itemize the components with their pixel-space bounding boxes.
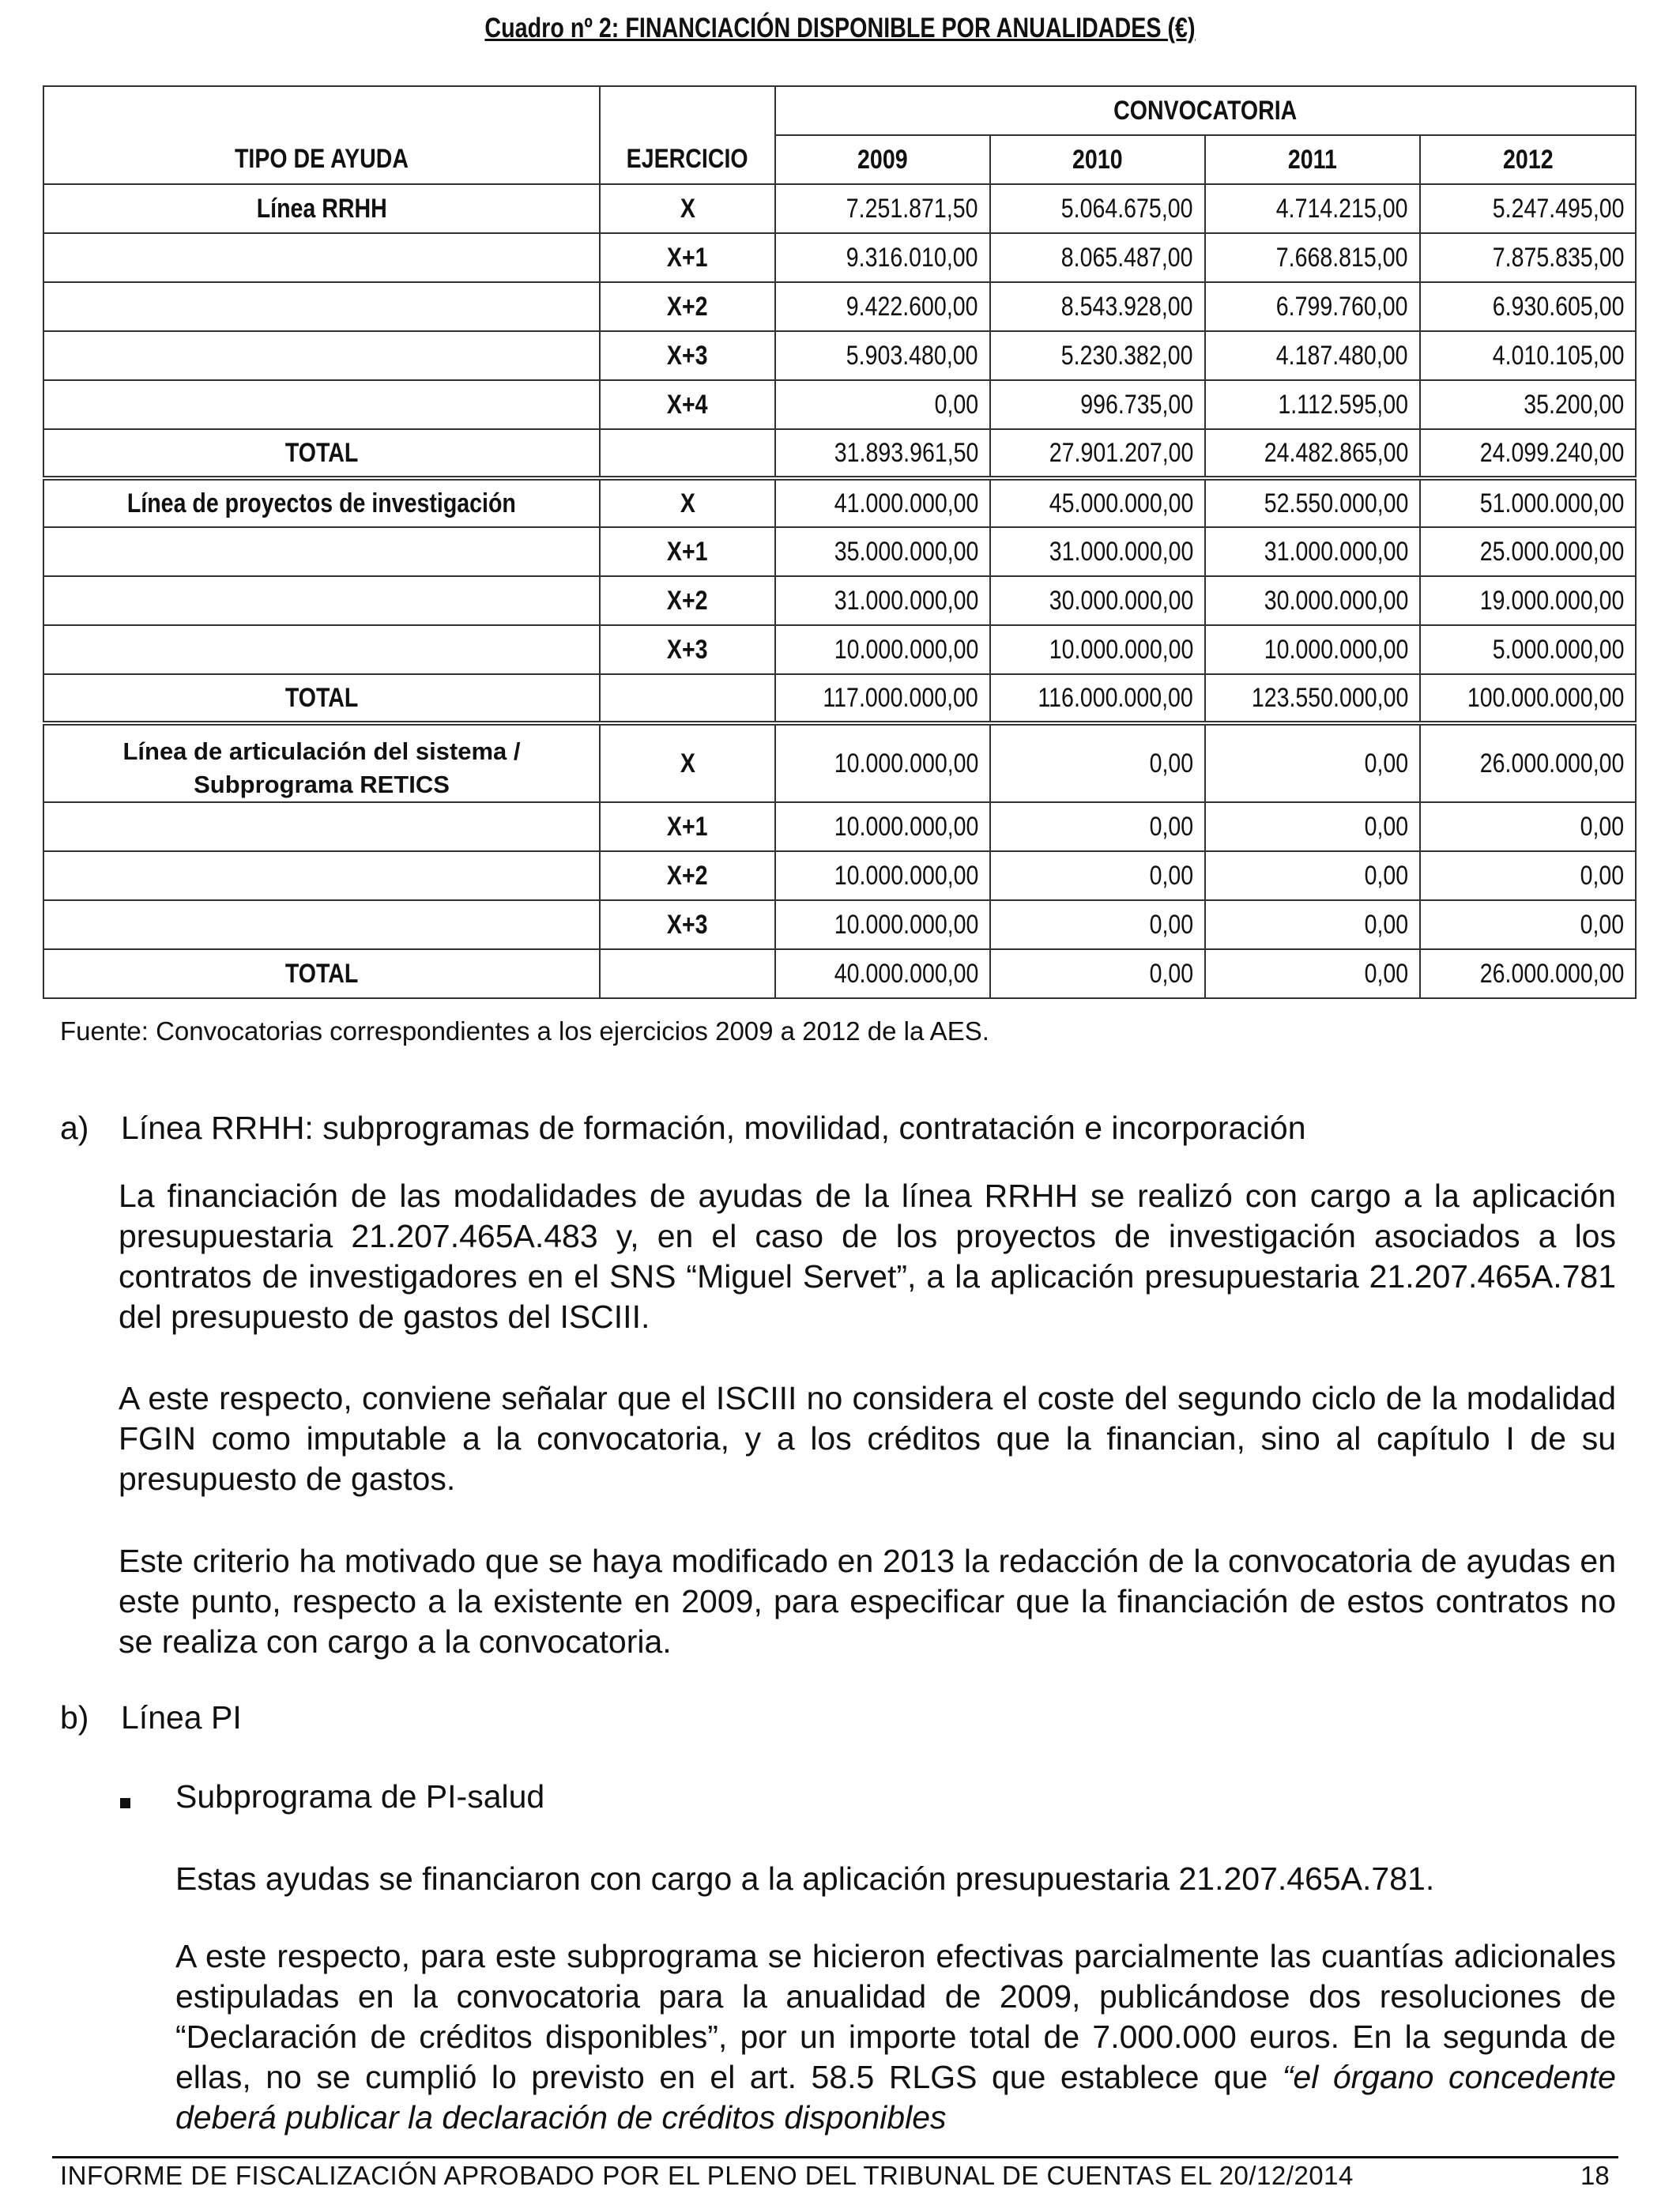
col-header-year: 2011 bbox=[1205, 135, 1420, 184]
cell-amount: 31.000.000,00 bbox=[1205, 527, 1420, 576]
section-b-paragraph-1: Estas ayudas se financiaron con cargo a la aplicación presupuestaria 21.207.465A.781. bbox=[175, 1860, 1435, 1897]
cell-ejercicio: X bbox=[600, 184, 775, 233]
cell-amount: 24.482.865,00 bbox=[1205, 429, 1420, 478]
cell-amount: 0,00 bbox=[1205, 949, 1420, 998]
cell-amount: 5.000.000,00 bbox=[1420, 625, 1636, 674]
cell-amount: 10.000.000,00 bbox=[1205, 625, 1420, 674]
table-row bbox=[43, 527, 1636, 576]
quoted-regulation: “el órgano concedente deberá publicar la declaración de créditos disponibles bbox=[175, 2059, 1616, 2136]
col-header-year: 2010 bbox=[990, 135, 1205, 184]
cell-amount: 10.000.000,00 bbox=[775, 802, 990, 851]
table-row bbox=[43, 723, 1636, 802]
cell-amount: 31.000.000,00 bbox=[990, 527, 1205, 576]
table-group-header-row bbox=[43, 86, 1636, 135]
cell-amount: 35.000.000,00 bbox=[775, 527, 990, 576]
cell-amount: 5.064.675,00 bbox=[990, 184, 1205, 233]
cell-ejercicio: X+4 bbox=[600, 380, 775, 429]
cell-amount: 26.000.000,00 bbox=[1420, 723, 1636, 802]
section-a-marker: a) bbox=[60, 1110, 89, 1146]
cell-tipo bbox=[43, 380, 600, 429]
cell-amount: 1.112.595,00 bbox=[1205, 380, 1420, 429]
table-row bbox=[43, 576, 1636, 625]
table-row bbox=[43, 380, 1636, 429]
col-header-year: 2012 bbox=[1420, 135, 1636, 184]
cell-amount: 35.200,00 bbox=[1420, 380, 1636, 429]
cell-tipo bbox=[43, 900, 600, 949]
cell-ejercicio: X+1 bbox=[600, 527, 775, 576]
cell-amount: 9.422.600,00 bbox=[775, 282, 990, 331]
cell-ejercicio: X+3 bbox=[600, 625, 775, 674]
cell-ejercicio bbox=[600, 429, 775, 478]
table-row bbox=[43, 233, 1636, 282]
cell-amount: 8.543.928,00 bbox=[990, 282, 1205, 331]
col-header-tipo: TIPO DE AYUDA bbox=[43, 135, 600, 184]
cell-ejercicio bbox=[600, 674, 775, 723]
table-row bbox=[43, 802, 1636, 851]
cell-amount: 7.875.835,00 bbox=[1420, 233, 1636, 282]
cell-amount: 123.550.000,00 bbox=[1205, 674, 1420, 723]
cell-ejercicio: X+1 bbox=[600, 233, 775, 282]
cell-amount: 40.000.000,00 bbox=[775, 949, 990, 998]
section-a-paragraph-3: Este criterio ha motivado que se haya modificado en 2013 la redacción de la convocatoria de ayudas en este punto, respecto a la existente en 2009, para especificar que la financiación de estos contratos no se realiza con cargo a la convocatoria. bbox=[119, 1543, 1616, 1660]
cell-amount: 0,00 bbox=[1205, 723, 1420, 802]
section-b-paragraph-2: A este respecto, para este subprograma se hicieron efectivas parcialmente las cuantías adicionales estipuladas en la convocatoria para la anualidad de 2009, publicándose dos resoluciones de “Declaración de créditos disponibles”, por un importe total de 7.000.000 euros. En la segunda de ellas, no se cumplió lo previsto en el art. 58.5 RLGS que establece que “el órgano concedente deberá publicar la declaración de créditos disponibles bbox=[175, 1938, 1616, 2136]
cell-amount: 0,00 bbox=[1420, 851, 1636, 900]
cell-amount: 45.000.000,00 bbox=[990, 478, 1205, 527]
cell-amount: 27.901.207,00 bbox=[990, 429, 1205, 478]
cell-amount: 117.000.000,00 bbox=[775, 674, 990, 723]
section-a-heading: Línea RRHH: subprogramas de formación, movilidad, contratación e incorporación bbox=[121, 1110, 1306, 1146]
cell-ejercicio: X bbox=[600, 723, 775, 802]
table-header-row bbox=[43, 135, 1636, 184]
cell-amount: 100.000.000,00 bbox=[1420, 674, 1636, 723]
cell-ejercicio: X bbox=[600, 478, 775, 527]
cell-tipo bbox=[43, 233, 600, 282]
cell-amount: 10.000.000,00 bbox=[775, 723, 990, 802]
col-header-year: 2009 bbox=[775, 135, 990, 184]
table-row bbox=[43, 851, 1636, 900]
cell-ejercicio: X+2 bbox=[600, 576, 775, 625]
cell-amount: 19.000.000,00 bbox=[1420, 576, 1636, 625]
financing-table bbox=[43, 85, 1637, 999]
cell-amount: 5.230.382,00 bbox=[990, 331, 1205, 380]
cell-amount: 5.247.495,00 bbox=[1420, 184, 1636, 233]
cell-amount: 4.187.480,00 bbox=[1205, 331, 1420, 380]
cell-amount: 10.000.000,00 bbox=[775, 900, 990, 949]
section-b-heading: Línea PI bbox=[121, 1699, 242, 1736]
cell-amount: 30.000.000,00 bbox=[1205, 576, 1420, 625]
cell-amount: 116.000.000,00 bbox=[990, 674, 1205, 723]
cell-amount: 0,00 bbox=[1205, 900, 1420, 949]
footer-divider bbox=[52, 2156, 1618, 2158]
section-b-marker: b) bbox=[60, 1699, 89, 1736]
table-row bbox=[43, 331, 1636, 380]
cell-tipo: TOTAL bbox=[43, 429, 600, 478]
col-header-ejercicio: EJERCICIO bbox=[600, 135, 775, 184]
cell-ejercicio bbox=[600, 949, 775, 998]
cell-amount: 51.000.000,00 bbox=[1420, 478, 1636, 527]
cell-tipo: Línea RRHH bbox=[43, 184, 600, 233]
section-a-paragraph-1: La financiación de las modalidades de ayudas de la línea RRHH se realizó con cargo a la aplicación presupuestaria 21.207.465A.483 y, en el caso de los proyectos de investigación asociados a los contratos de investigadores en el SNS “Miguel Servet”, a la aplicación presupuestaria 21.207.465A.781 del presupuesto de gastos del ISCIII. bbox=[119, 1178, 1616, 1335]
cell-amount: 26.000.000,00 bbox=[1420, 949, 1636, 998]
cell-amount: 0,00 bbox=[990, 900, 1205, 949]
cell-ejercicio: X+2 bbox=[600, 282, 775, 331]
cell-amount: 6.799.760,00 bbox=[1205, 282, 1420, 331]
cell-amount: 0,00 bbox=[990, 802, 1205, 851]
cell-amount: 31.893.961,50 bbox=[775, 429, 990, 478]
cell-tipo: TOTAL bbox=[43, 949, 600, 998]
total-row bbox=[43, 429, 1636, 478]
cell-amount: 31.000.000,00 bbox=[775, 576, 990, 625]
cell-amount: 7.251.871,50 bbox=[775, 184, 990, 233]
cell-amount: 24.099.240,00 bbox=[1420, 429, 1636, 478]
cell-tipo: TOTAL bbox=[43, 674, 600, 723]
cell-amount: 41.000.000,00 bbox=[775, 478, 990, 527]
square-bullet-icon bbox=[120, 1798, 130, 1808]
table-row bbox=[43, 282, 1636, 331]
cell-ejercicio: X+3 bbox=[600, 900, 775, 949]
cell-amount: 0,00 bbox=[1205, 802, 1420, 851]
cell-tipo: Línea de proyectos de investigación bbox=[43, 478, 600, 527]
cell-tipo bbox=[43, 802, 600, 851]
cell-tipo bbox=[43, 527, 600, 576]
cell-amount: 4.010.105,00 bbox=[1420, 331, 1636, 380]
table-source-note: Fuente: Convocatorias correspondientes a los ejercicios 2009 a 2012 de la AES. bbox=[60, 1016, 989, 1046]
cell-amount: 0,00 bbox=[1420, 802, 1636, 851]
table-caption: Cuadro nº 2: FINANCIACIÓN DISPONIBLE POR ANUALIDADES (€) bbox=[484, 13, 1196, 43]
cell-amount: 30.000.000,00 bbox=[990, 576, 1205, 625]
cell-amount: 5.903.480,00 bbox=[775, 331, 990, 380]
footer-text: INFORME DE FISCALIZACIÓN APROBADO POR EL PLENO DEL TRIBUNAL DE CUENTAS EL 20/12/2014 bbox=[60, 2161, 1354, 2190]
total-row bbox=[43, 949, 1636, 998]
cell-tipo bbox=[43, 282, 600, 331]
cell-amount: 10.000.000,00 bbox=[775, 851, 990, 900]
cell-amount: 10.000.000,00 bbox=[775, 625, 990, 674]
section-a-paragraph-2: A este respecto, conviene señalar que el ISCIII no considera el coste del segundo ciclo de la modalidad FGIN como imputable a la convocatoria, y a los créditos que la financian, sino al capítulo I de su presupuesto de gastos. bbox=[119, 1380, 1616, 1497]
cell-tipo bbox=[43, 576, 600, 625]
cell-amount: 0,00 bbox=[990, 949, 1205, 998]
cell-amount: 0,00 bbox=[990, 851, 1205, 900]
cell-amount: 6.930.605,00 bbox=[1420, 282, 1636, 331]
cell-amount: 52.550.000,00 bbox=[1205, 478, 1420, 527]
total-row bbox=[43, 674, 1636, 723]
cell-amount: 9.316.010,00 bbox=[775, 233, 990, 282]
cell-amount: 996.735,00 bbox=[990, 380, 1205, 429]
cell-amount: 7.668.815,00 bbox=[1205, 233, 1420, 282]
cell-ejercicio: X+3 bbox=[600, 331, 775, 380]
table-row bbox=[43, 625, 1636, 674]
cell-tipo bbox=[43, 331, 600, 380]
cell-amount: 0,00 bbox=[990, 723, 1205, 802]
cell-amount: 0,00 bbox=[1420, 900, 1636, 949]
table-row bbox=[43, 478, 1636, 527]
cell-tipo bbox=[43, 851, 600, 900]
cell-amount: 10.000.000,00 bbox=[990, 625, 1205, 674]
cell-ejercicio: X+1 bbox=[600, 802, 775, 851]
cell-amount: 8.065.487,00 bbox=[990, 233, 1205, 282]
cell-amount: 0,00 bbox=[775, 380, 990, 429]
cell-tipo: Línea de articulación del sistema / Subprograma RETICS bbox=[43, 723, 600, 802]
table-row bbox=[43, 184, 1636, 233]
group-header-convocatoria: CONVOCATORIA bbox=[775, 86, 1636, 135]
cell-amount: 25.000.000,00 bbox=[1420, 527, 1636, 576]
subprogram-heading: Subprograma de PI-salud bbox=[175, 1778, 545, 1815]
cell-amount: 0,00 bbox=[1205, 851, 1420, 900]
cell-tipo bbox=[43, 625, 600, 674]
cell-ejercicio: X+2 bbox=[600, 851, 775, 900]
cell-amount: 4.714.215,00 bbox=[1205, 184, 1420, 233]
page-number: 18 bbox=[1580, 2161, 1610, 2190]
table-row bbox=[43, 900, 1636, 949]
